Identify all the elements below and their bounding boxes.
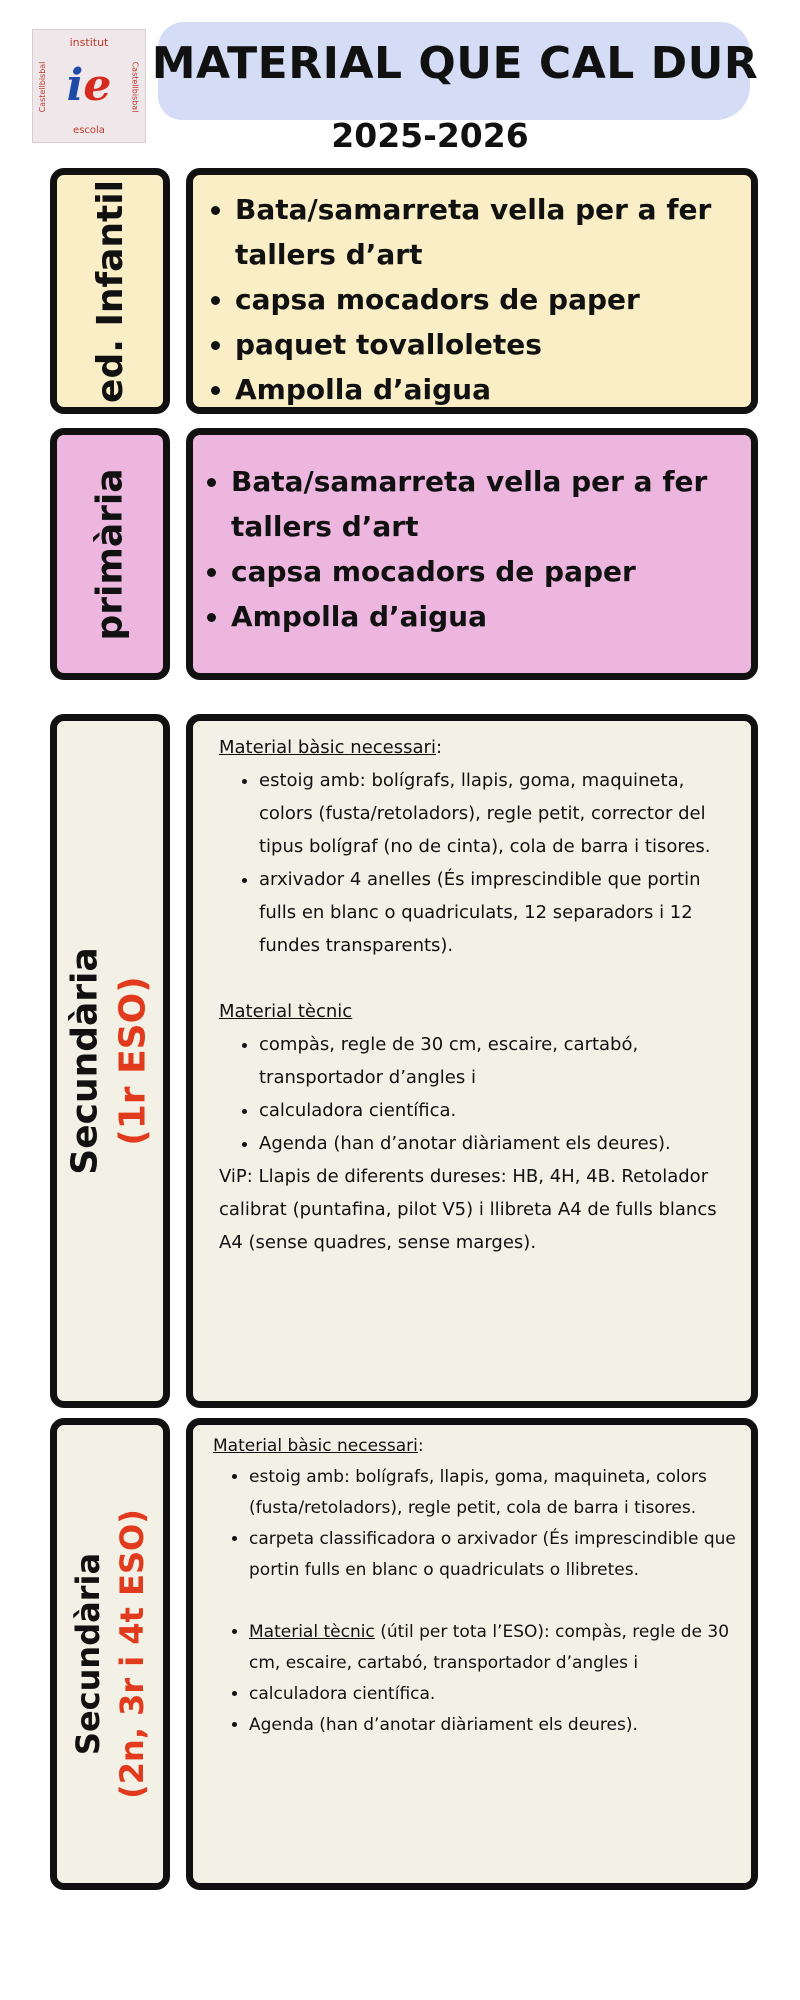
eso2-label-box bbox=[50, 1418, 170, 1890]
eso2-tech-rest: (útil per tota l’ESO): compàs, regle de 30 cm, escaire, cartabó, transportador d’angles i bbox=[249, 1622, 730, 1673]
list-item bbox=[249, 1617, 737, 1679]
eso1-label bbox=[62, 947, 158, 1174]
eso2-basic-heading-row bbox=[213, 1431, 737, 1462]
list-item: • estoig amb: bolígrafs, llapis, goma, maquineta, colors (fusta/retoladors), regle petit, cola de barra i tisores. bbox=[249, 1462, 737, 1524]
eso2-basic-heading: Material bàsic necessari bbox=[213, 1436, 418, 1456]
logo-mark-i: i bbox=[66, 60, 84, 111]
school-logo bbox=[32, 29, 146, 143]
eso2-basic-list bbox=[213, 1462, 737, 1586]
eso2-label bbox=[66, 1509, 154, 1799]
list-item: • calculadora científica. bbox=[249, 1679, 737, 1710]
list-item: • Ampolla d’aigua bbox=[231, 594, 735, 639]
infantil-list bbox=[207, 187, 735, 412]
logo-mark bbox=[33, 58, 145, 114]
infantil-label: ed. Infantil bbox=[89, 179, 131, 403]
eso1-basic-heading-row bbox=[219, 731, 737, 764]
logo-top-text: institut bbox=[69, 36, 109, 49]
eso1-label-line1: Secundària bbox=[65, 947, 107, 1175]
logo-right-text: Castellbisbal bbox=[130, 61, 140, 113]
list-item: • compàs, regle de 30 cm, escaire, cartabó, transportador d’angles i bbox=[259, 1028, 737, 1094]
eso2-content-box bbox=[186, 1418, 758, 1890]
primaria-label-box bbox=[50, 428, 170, 680]
eso2-basic-colon: : bbox=[417, 1436, 424, 1456]
list-item: • Bata/samarreta vella per a fer tallers d’art bbox=[235, 187, 735, 277]
list-item: • carpeta classificadora o arxivador (És imprescindible que portin fulls en blanc o quadriculats o llibretes. bbox=[249, 1524, 737, 1586]
list-item: • calculadora científica. bbox=[259, 1094, 737, 1127]
eso1-basic-list bbox=[219, 764, 737, 962]
spacer bbox=[219, 962, 737, 995]
list-item: • capsa mocadors de paper bbox=[231, 549, 735, 594]
eso2-tech-list bbox=[213, 1617, 737, 1741]
spacer bbox=[213, 1586, 737, 1617]
primaria-list bbox=[203, 459, 735, 639]
eso2-label-line1: Secundària bbox=[69, 1552, 108, 1756]
eso1-label-box bbox=[50, 714, 170, 1408]
eso1-label-line2: (1r ESO) bbox=[113, 976, 155, 1146]
infantil-label-box bbox=[50, 168, 170, 414]
logo-left-text: Castellbisbal bbox=[38, 61, 48, 113]
list-item: • Bata/samarreta vella per a fer tallers d’art bbox=[231, 459, 735, 549]
eso1-vip-text: ViP: Llapis de diferents dureses: HB, 4H, 4B. Retolador calibrat (puntafina, pilot V5) i llibreta A4 de fulls blancs A4 (sense quadres, sense marges). bbox=[219, 1166, 717, 1253]
logo-bottom-text: escola bbox=[73, 125, 105, 136]
school-year: 2025-2026 bbox=[331, 116, 529, 155]
primaria-content-box bbox=[186, 428, 758, 680]
eso1-tech-list bbox=[219, 1028, 737, 1160]
eso2-label-line2: (2n, 3r i 4t ESO) bbox=[113, 1509, 152, 1799]
list-item: • paquet tovalloletes bbox=[235, 322, 735, 367]
list-item: • arxivador 4 anelles (És imprescindible que portin fulls en blanc o quadriculats, 12 separadors i 12 fundes transparents). bbox=[259, 863, 737, 962]
list-item: • Agenda (han d’anotar diàriament els deures). bbox=[249, 1710, 737, 1741]
eso1-basic-heading: Material bàsic necessari bbox=[219, 737, 436, 758]
eso1-content-box bbox=[186, 714, 758, 1408]
list-item: • Agenda (han d’anotar diàriament els deures). bbox=[259, 1127, 737, 1160]
list-item: • estoig amb: bolígrafs, llapis, goma, maquineta, colors (fusta/retoladors), regle petit, corrector del tipus bolígraf (no de cinta), cola de barra i tisores. bbox=[259, 764, 737, 863]
eso2-tech-heading: Material tècnic bbox=[249, 1622, 375, 1642]
list-item: • Ampolla d’aigua bbox=[235, 367, 735, 412]
eso1-basic-colon: : bbox=[435, 737, 443, 758]
list-item: • capsa mocadors de paper bbox=[235, 277, 735, 322]
primaria-label: primària bbox=[89, 467, 131, 641]
infantil-content-box bbox=[186, 168, 758, 414]
eso1-tech-heading: Material tècnic bbox=[219, 1001, 353, 1022]
page-title: MATERIAL QUE CAL DUR bbox=[151, 38, 759, 89]
logo-mark-e: e bbox=[83, 60, 112, 111]
